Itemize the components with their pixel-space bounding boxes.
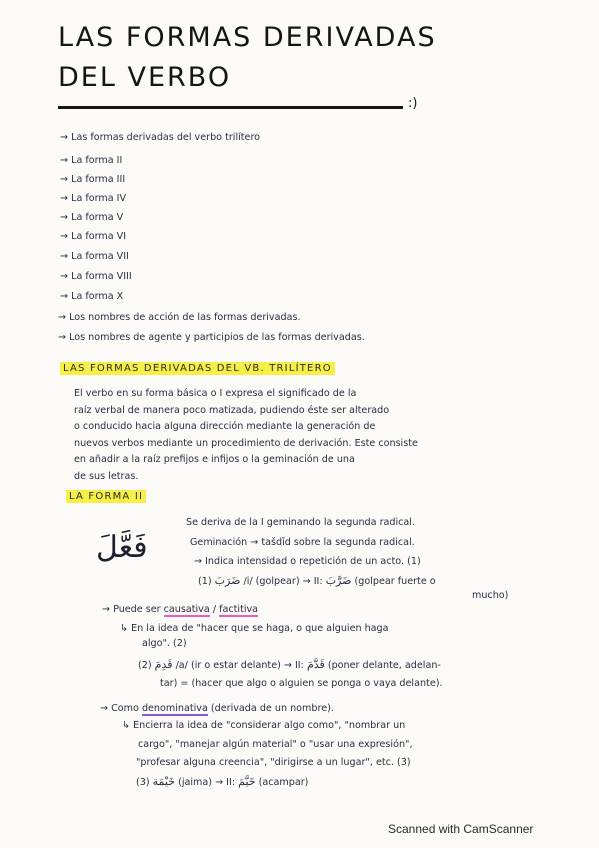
page-title-line1: LAS FORMAS DERIVADAS [58,22,437,53]
index-item-label: La forma II [71,155,123,166]
index-item-label: Las formas derivadas del verbo trilítero [71,132,261,143]
forma2-line12: ↳ Encierra la idea de "considerar algo como", "nombrar un [122,720,406,731]
smiley-doodle: :) [408,96,418,111]
section-heading-text: LAS FORMAS DERIVADAS DEL VB. TRILÍTERO [60,362,335,375]
example2-text: /a/ (ir o estar delante) → II: [175,660,304,671]
index-item-label: La forma VII [71,251,129,262]
paragraph-line: en añadir a la raíz prefijos e infijos o la geminación de una [74,454,355,465]
causative-prefix: → Puede ser [102,604,161,615]
index-item-label: La forma VIII [71,271,132,282]
index-item [60,271,132,282]
section-heading-forma-ii [66,491,146,502]
index-item-label: La forma X [71,291,124,302]
index-item [60,193,126,204]
arrow-icon: → [60,174,72,185]
index-item [60,231,126,242]
arrow-icon: → [60,155,72,166]
forma2-line8: algo". (2) [142,638,187,649]
page-title-line2: DEL VERBO [58,62,232,93]
example3-text: (jaima) → II: [178,777,236,788]
scanner-watermark: Scanned with CamScanner [388,822,534,836]
index-item [60,155,122,166]
forma2-example2 [138,658,441,671]
example1-tail: (golpear fuerte o [354,576,436,587]
index-item [60,132,260,143]
example1-arabic-base: ضَرَبَ [214,574,241,587]
causative-separator: / [212,604,217,615]
title-underline [58,106,403,109]
index-item-label: Los nombres de acción de las formas derivadas. [69,312,301,323]
forma2-line10: tar) = (hacer que algo o alguien se ponga o vaya delante). [160,678,443,689]
index-item [60,174,125,185]
forma2-causative-line [102,604,258,615]
example1-label: (1) [198,576,212,587]
forma2-line7: ↳ En la idea de "hacer que se haga, o que alguien haga [120,623,389,634]
arrow-icon: → [60,291,72,302]
example3-label: (3) [136,777,150,788]
forma2-line3: → Indica intensidad o repetición de un acto. (1) [194,556,421,567]
example2-label: (2) [138,660,152,671]
paragraph-line: El verbo en su forma básica o I expresa el significado de la [74,388,357,399]
factitiva-term: factitiva [219,604,259,615]
example1-arabic-derived: ضَرَّبَ [325,574,352,587]
paragraph-line: o conducido hacia alguna dirección mediante la generación de [74,421,376,432]
paragraph-line: nuevos verbos mediante un procedimiento de derivación. Este consiste [74,437,418,449]
forma2-example3 [136,775,308,788]
arrow-icon: → [58,332,70,343]
arrow-icon: → [60,132,72,143]
example1-text: /i/ (golpear) → II: [243,576,323,587]
section-heading-derived-forms [60,363,335,374]
arrow-icon: → [58,312,70,323]
forma2-line2: Geminación → tašdīd sobre la segunda radical. [190,537,415,548]
example3-arabic-base: خَيْمَة [152,775,176,788]
paragraph-line: raíz verbal de manera poco matizada, pudiendo éste ser alterado [74,404,390,416]
denominative-prefix: → Como [100,703,139,714]
arrow-icon: → [60,193,72,204]
index-item-label: Los nombres de agente y participios de las formas derivadas. [69,332,365,343]
arrow-icon: → [60,231,72,242]
index-item [60,212,123,223]
forma2-denominative-line [100,703,334,714]
index-item [60,251,129,262]
example3-arabic-derived: خَيَّمَ [238,775,256,788]
example2-arabic-derived: قَدَّمَ [306,658,325,671]
index-item [58,332,365,343]
index-item-label: La forma III [71,174,126,185]
forma2-line13: cargo", "manejar algún material" o "usar una expresión", [138,739,413,750]
index-item [58,312,301,323]
index-item-label: La forma IV [71,193,127,204]
example2-tail: (poner delante, adelan- [327,660,441,671]
forma2-line14: "profesar alguna creencia", "dirigirse a un lugar", etc. (3) [136,757,411,768]
forma2-example1 [198,574,436,587]
index-item-label: La forma V [71,212,124,223]
arrow-icon: → [60,251,72,262]
paragraph-line: de sus letras. [74,470,139,482]
arabic-pattern-faala: فَعَّلَ [96,530,148,565]
index-item [60,291,123,302]
denominativa-term: denominativa [141,703,208,714]
example3-tail: (acampar) [258,777,309,788]
causativa-term: causativa [163,604,210,615]
arrow-icon: → [60,212,72,223]
forma2-line1: Se deriva de la I geminando la segunda radical. [186,517,416,528]
index-item-label: La forma VI [71,231,127,242]
forma-ii-heading-text: LA FORMA II [66,490,146,503]
denominative-tail: (derivada de un nombre). [210,703,334,714]
example2-arabic-base: قَدِمَ [154,658,173,671]
arrow-icon: → [60,271,72,282]
forma2-line5: mucho) [472,590,509,601]
